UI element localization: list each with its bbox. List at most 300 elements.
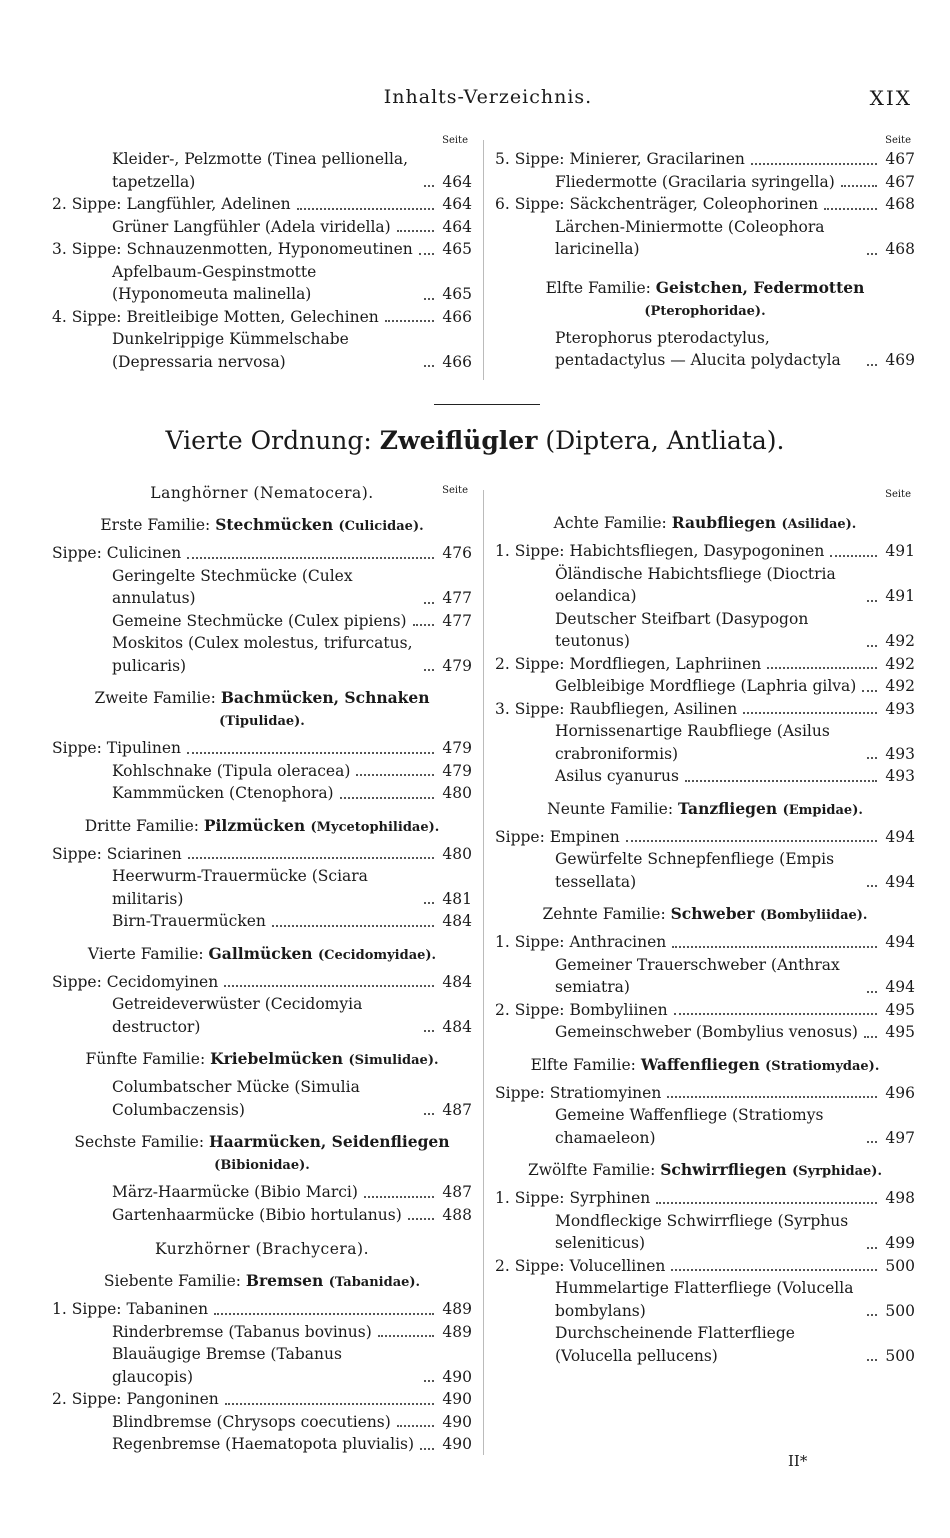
entry-label: Geringelte Stechmücke (Culex annulatus) (112, 566, 353, 607)
entry-label: Sippe: Sciarinen (52, 844, 182, 863)
entry-label: Deutscher Steifbart (Dasypogon teutonus) (555, 609, 809, 650)
entry-label: Sippe: Cecidomyinen (52, 972, 219, 991)
entry-label: Dunkelrippige Kümmelschabe (Depressaria nervosa) (112, 330, 349, 371)
entry-label: Sippe: Culicinen (52, 544, 182, 562)
entry-label: 2. Sippe: Mordfliegen, Laphriinen (495, 654, 762, 673)
family-prefix: Achte Familie: (553, 514, 672, 532)
leader-dots (864, 1036, 877, 1038)
family-latin-name: (Syrphidae). (792, 1164, 882, 1179)
index-entry (495, 193, 915, 216)
entry-label: Moskitos (Culex molestus, trifurcatus, pulicaris) (112, 634, 413, 675)
entry-label: Sippe: Stratiomyinen (495, 1083, 662, 1102)
leader-dots (420, 1448, 434, 1450)
entry-label: Heerwurm-Trauermücke (Sciara militaris) (112, 867, 368, 908)
entry-label: 4. Sippe: Breitleibige Motten, Gelechinen (52, 307, 379, 326)
entry-label: Gemeine Stechmücke (Culex pipiens) (112, 611, 407, 630)
entry-page-number: 490 (442, 1390, 472, 1408)
entry-label: Kohlschnake (Tipula oleracea) (112, 761, 351, 780)
leader-dots (830, 555, 877, 557)
seite-label: Seite (885, 489, 911, 500)
family-section (495, 1159, 915, 1367)
leader-dots (408, 1218, 434, 1220)
entry-page-number: 464 (442, 195, 472, 213)
entry-page-number: 465 (442, 240, 472, 258)
entry-page-number: 490 (442, 1435, 472, 1453)
signature-mark: II* (788, 1452, 808, 1470)
index-entry (495, 848, 915, 893)
order-prefix: Vierte Ordnung: (165, 426, 372, 455)
family-german-name: Haarmücken, Seidenfliegen (209, 1132, 450, 1151)
index-entry (52, 1298, 472, 1321)
family-latin-name: (Tabanidae). (328, 1275, 421, 1290)
entry-page-number: 484 (442, 1017, 472, 1036)
family-prefix: Sechste Familie: (74, 1133, 209, 1151)
entry-page-number: 493 (885, 699, 915, 718)
index-entry (495, 999, 915, 1022)
entry-list (495, 148, 915, 261)
entry-page-number: 494 (885, 872, 915, 891)
entry-page-number: 491 (885, 542, 915, 560)
leader-dots (187, 557, 434, 559)
entry-page-number: 484 (442, 972, 472, 991)
entry-label: Fliedermotte (Gracilaria syringella) (555, 172, 835, 191)
group-heading: Langhörner (Nematocera). (150, 484, 374, 502)
family-latin-name: (Empidae). (782, 802, 863, 818)
family-prefix: Vierte Familie: (87, 944, 209, 963)
family-prefix: Zweite Familie: (94, 689, 221, 707)
family-heading (52, 943, 472, 967)
family-latin-name: (Asilidae). (781, 517, 857, 532)
entry-label: Gemeinschweber (Bombylius venosus) (555, 1023, 858, 1041)
entry-page-number: 464 (442, 217, 472, 236)
family-section (52, 1131, 472, 1226)
entry-label: 1. Sippe: Tabaninen (52, 1300, 209, 1318)
index-entry (495, 931, 915, 954)
entry-page-number: 480 (442, 844, 472, 863)
index-entry (495, 327, 915, 372)
column-divider (483, 490, 484, 1455)
family-heading (52, 1270, 472, 1294)
entry-page-number: 480 (442, 784, 472, 802)
entry-label: Kleider-, Pelzmotte (Tinea pellionella, tapetzella) (112, 150, 409, 191)
index-entry (495, 720, 915, 765)
entry-page-number: 500 (885, 1346, 915, 1365)
entry-page-number: 490 (442, 1367, 472, 1386)
leader-dots (424, 1030, 434, 1032)
leader-dots (397, 230, 434, 232)
entry-page-number: 469 (885, 351, 915, 369)
entry-label: Öländische Habichtsfliege (Dioctria oelandica) (555, 564, 836, 605)
family-german-name: Tanzfliegen (678, 798, 783, 818)
leader-dots (224, 985, 434, 987)
entry-page-number: 484 (442, 912, 472, 930)
entry-page-number: 492 (885, 632, 915, 650)
index-entry (52, 1388, 472, 1411)
leader-dots (419, 253, 434, 255)
index-entry (52, 843, 472, 866)
entry-label: Pterophorus pterodactylus, pentadactylus — Alucita polydactyla (555, 328, 841, 369)
family-section (495, 1054, 915, 1150)
index-entry (52, 306, 472, 329)
leader-dots (841, 185, 877, 187)
family-list (52, 1270, 472, 1456)
entry-page-number: 489 (442, 1300, 472, 1318)
index-entry (52, 910, 472, 933)
family-prefix: Elfte Familie: (545, 278, 651, 297)
family-german-name: Bremsen (245, 1271, 329, 1290)
leader-dots (188, 857, 434, 859)
entry-page-number: 467 (885, 150, 915, 168)
leader-dots (424, 1113, 434, 1115)
family-latin-name: (Tipulidae). (219, 714, 305, 729)
leader-dots (824, 208, 877, 210)
entry-page-number: 487 (442, 1183, 472, 1201)
leader-dots (424, 298, 434, 300)
leader-dots (424, 1380, 434, 1382)
seite-label: Seite (885, 135, 911, 146)
leader-dots (424, 365, 434, 367)
index-entry (495, 171, 915, 194)
index-entry (495, 1255, 915, 1278)
leader-dots (867, 885, 877, 887)
top-left-column (52, 134, 472, 373)
entry-label: Birn-Trauermücken (112, 912, 266, 930)
index-entry (52, 193, 472, 216)
family-latin-name: (Simulidae). (348, 1053, 439, 1068)
leader-dots (867, 1359, 877, 1361)
running-head (0, 86, 950, 116)
entry-page-number: 491 (885, 587, 915, 605)
entry-label: 1. Sippe: Anthracinen (495, 933, 667, 951)
column-divider (483, 140, 484, 380)
order-heading (0, 426, 950, 455)
entry-label: Blindbremse (Chrysops coecutiens) (112, 1412, 391, 1431)
entry-label: Asilus cyanurus (555, 767, 679, 785)
entry-page-number: 479 (442, 656, 472, 675)
family-heading (495, 512, 915, 536)
index-entry (52, 148, 472, 193)
entry-label: Sippe: Empinen (495, 827, 620, 846)
index-entry (52, 1076, 472, 1121)
family-heading (52, 514, 472, 538)
running-title: Inhalts-Verzeichnis. (383, 86, 593, 108)
entry-page-number: 481 (442, 889, 472, 908)
entry-page-number: 496 (885, 1083, 915, 1102)
entry-label: 3. Sippe: Schnauzenmotten, Hyponomeutinen (52, 240, 413, 258)
family-latin-name: (Pterophoridae). (644, 303, 766, 319)
index-entry (52, 238, 472, 261)
family-latin-name: (Cecidomyidae). (317, 947, 437, 963)
family-latin-name: (Bibionidae). (214, 1158, 310, 1173)
leader-dots (667, 1096, 877, 1098)
index-entry (52, 737, 472, 760)
leader-dots (867, 757, 877, 759)
top-right-column (495, 134, 915, 372)
index-entry (495, 826, 915, 849)
family-german-name: Schwirrfliegen (660, 1160, 793, 1179)
entry-label: Gemeiner Trauerschweber (Anthrax semiatra) (555, 955, 840, 996)
family-section (52, 1048, 472, 1121)
group-heading: Kurzhörner (Brachycera). (155, 1240, 369, 1258)
entry-label: 1. Sippe: Habichtsfliegen, Dasypogoninen (495, 542, 825, 560)
entry-label: 6. Sippe: Säckchenträger, Coleophorinen (495, 195, 819, 213)
entry-label: Kammmücken (Ctenophora) (112, 784, 334, 802)
entry-page-number: 479 (442, 761, 472, 780)
entry-page-number: 492 (885, 654, 915, 673)
leader-dots (674, 1013, 877, 1015)
family-list (495, 512, 915, 1367)
index-entry (52, 610, 472, 633)
entry-page-number: 465 (442, 285, 472, 303)
family-section (52, 514, 472, 677)
index-entry (495, 698, 915, 721)
leader-dots (656, 1202, 877, 1204)
index-entry (495, 216, 915, 261)
family-section (52, 943, 472, 1039)
family-section (52, 1270, 472, 1456)
family-section (495, 903, 915, 1044)
family-german-name: Waffenfliegen (640, 1054, 766, 1074)
index-entry (495, 148, 915, 171)
entry-label: Grüner Langfühler (Adela viridella) (112, 217, 391, 236)
leader-dots (356, 774, 434, 776)
leader-dots (767, 667, 877, 669)
leader-dots (867, 991, 877, 993)
leader-dots (424, 902, 434, 904)
leader-dots (672, 946, 877, 948)
index-entry (52, 1204, 472, 1227)
entry-label: Apfelbaum-Gespinstmotte (Hyponomeuta malinella) (112, 262, 317, 303)
leader-dots (626, 840, 877, 842)
leader-dots (187, 752, 434, 754)
leader-dots (424, 602, 434, 604)
section-divider (434, 404, 540, 405)
entry-page-number: 466 (442, 352, 472, 371)
entry-page-number: 468 (885, 240, 915, 258)
index-entry (52, 1321, 472, 1344)
entry-page-number: 479 (442, 739, 472, 757)
family-latin-name: (Stratiomydae). (765, 1058, 880, 1074)
entry-page-number: 466 (442, 307, 472, 326)
index-entry (495, 1187, 915, 1210)
index-entry (495, 540, 915, 563)
entry-page-number: 477 (442, 589, 472, 607)
leader-dots (340, 797, 434, 799)
index-entry (52, 565, 472, 610)
entry-label: Hummelartige Flatterfliege (Volucella bombylans) (555, 1279, 854, 1320)
index-entry (495, 608, 915, 653)
family-prefix: Dritte Familie: (84, 816, 204, 835)
index-entry (495, 765, 915, 788)
entry-label: Gartenhaarmücke (Bibio hortulanus) (112, 1205, 402, 1224)
family-german-name: Bachmücken, Schnaken (220, 688, 430, 707)
leader-dots (867, 645, 877, 647)
family-latin-name: (Bombyliidae). (759, 908, 868, 923)
page-folio: XIX (869, 86, 912, 110)
index-entry (52, 1181, 472, 1204)
family-heading (495, 798, 915, 822)
leader-dots (867, 1141, 877, 1143)
entry-page-number: 468 (885, 195, 915, 213)
family-heading (495, 277, 915, 323)
index-entry (52, 328, 472, 373)
entry-page-number: 493 (885, 767, 915, 785)
leader-dots (413, 624, 434, 626)
entry-page-number: 492 (885, 677, 915, 695)
entry-page-number: 494 (885, 827, 915, 846)
leader-dots (214, 1313, 434, 1315)
bottom-left-column (52, 482, 472, 1456)
family-german-name: Gallmücken (208, 943, 318, 963)
index-entry (52, 1343, 472, 1388)
family-section (495, 798, 915, 894)
leader-dots (364, 1196, 434, 1198)
leader-dots (867, 364, 877, 366)
index-entry (495, 675, 915, 698)
family-heading (495, 903, 915, 927)
entry-label: 2. Sippe: Volucellinen (495, 1256, 666, 1275)
index-entry (495, 653, 915, 676)
entry-page-number: 487 (442, 1100, 472, 1119)
entry-page-number: 494 (885, 933, 915, 951)
entry-label: Lärchen-Miniermotte (Coleophora laricinella) (555, 217, 825, 258)
index-entry (52, 993, 472, 1038)
index-entry (52, 261, 472, 306)
index-entry (52, 760, 472, 783)
family-prefix: Fünfte Familie: (85, 1050, 211, 1068)
family-latin-name: (Culicidae). (338, 519, 424, 534)
entry-page-number: 495 (885, 1000, 915, 1019)
leader-dots (867, 1247, 877, 1249)
index-entry (52, 1411, 472, 1434)
index-entry (52, 782, 472, 805)
index-entry (495, 1322, 915, 1367)
family-prefix: Elfte Familie: (530, 1055, 641, 1074)
leader-dots (867, 253, 877, 255)
entry-label: März-Haarmücke (Bibio Marci) (112, 1183, 358, 1201)
index-entry (52, 865, 472, 910)
entry-label: Blauäugige Bremse (Tabanus glaucopis) (112, 1345, 342, 1386)
index-entry (52, 1433, 472, 1456)
entry-label: Gewürfelte Schnepfenfliege (Empis tessellata) (555, 850, 835, 891)
leader-dots (867, 600, 877, 602)
entry-label: 1. Sippe: Syrphinen (495, 1189, 651, 1207)
family-heading (495, 1159, 915, 1183)
family-german-name: Geistchen, Federmotten (655, 277, 865, 297)
order-name: Zweiflügler (379, 426, 538, 455)
family-prefix: Siebente Familie: (103, 1272, 246, 1290)
entry-label: Sippe: Tipulinen (52, 739, 181, 757)
seite-label: Seite (442, 485, 468, 496)
entry-page-number: 476 (442, 544, 472, 562)
entry-label: Durchscheinende Flatterfliege (Volucella pellucens) (555, 1324, 795, 1365)
family-heading (52, 815, 472, 839)
entry-label: 2. Sippe: Pangoninen (52, 1390, 219, 1408)
index-entry (495, 1210, 915, 1255)
family-list (52, 514, 472, 1226)
entry-page-number: 494 (885, 978, 915, 996)
family-prefix: Zwölfte Familie: (528, 1161, 661, 1179)
leader-dots (862, 690, 877, 692)
leader-dots (378, 1335, 434, 1337)
family-latin-name: (Mycetophilidae). (310, 819, 440, 835)
entry-label: Getreideverwüster (Cecidomyia destructor) (112, 995, 363, 1036)
entry-label: 2. Sippe: Bombyliinen (495, 1000, 668, 1019)
family-prefix: Zehnte Familie: (542, 905, 671, 923)
entry-label: 3. Sippe: Raubfliegen, Asilinen (495, 699, 738, 718)
entry-page-number: 477 (442, 611, 472, 630)
bottom-right-column (495, 482, 915, 1367)
entry-label: Gelbleibige Mordfliege (Laphria gilva) (555, 677, 857, 695)
family-german-name: Schweber (670, 904, 760, 923)
family-section (495, 512, 915, 788)
entry-page-number: 490 (442, 1412, 472, 1431)
entry-page-number: 464 (442, 172, 472, 191)
family-german-name: Raubfliegen (671, 513, 782, 532)
entry-label: Regenbremse (Haematopota pluvialis) (112, 1435, 415, 1453)
leader-dots (397, 1425, 434, 1427)
family-german-name: Kriebelmücken (210, 1049, 349, 1068)
entry-label: Mondfleckige Schwirrfliege (Syrphus seleniticus) (555, 1211, 849, 1252)
index-entry (495, 954, 915, 999)
family-section (52, 815, 472, 933)
family-german-name: Pilzmücken (203, 815, 311, 835)
leader-dots (225, 1403, 434, 1405)
leader-dots (751, 163, 877, 165)
leader-dots (385, 320, 434, 322)
entry-page-number: 493 (885, 744, 915, 763)
index-entry (495, 563, 915, 608)
index-entry (495, 1021, 915, 1044)
entry-page-number: 498 (885, 1189, 915, 1207)
entry-page-number: 500 (885, 1256, 915, 1275)
entry-page-number: 497 (885, 1128, 915, 1147)
entry-label: 5. Sippe: Minierer, Gracilarinen (495, 150, 745, 168)
entry-label: Gemeine Waffenfliege (Stratiomys chamaeleon) (555, 1106, 824, 1147)
entry-page-number: 467 (885, 172, 915, 191)
entry-label: 2. Sippe: Langfühler, Adelinen (52, 195, 291, 213)
entry-page-number: 488 (442, 1205, 472, 1224)
order-latin: (Diptera, Antliata). (545, 426, 785, 455)
leader-dots (743, 712, 877, 714)
leader-dots (671, 1269, 877, 1271)
leader-dots (272, 925, 434, 927)
family-section (52, 687, 472, 805)
index-entry (495, 1082, 915, 1105)
entry-page-number: 489 (442, 1322, 472, 1341)
leader-dots (297, 208, 434, 210)
leader-dots (685, 780, 877, 782)
entry-page-number: 500 (885, 1301, 915, 1320)
index-entry (52, 632, 472, 677)
index-entry (495, 1104, 915, 1149)
index-entry (52, 971, 472, 994)
index-entry (495, 1277, 915, 1322)
entry-label: Columbatscher Mücke (Simulia Columbaczensis) (112, 1078, 360, 1119)
entry-label: Rinderbremse (Tabanus bovinus) (112, 1322, 372, 1341)
entry-label: Hornissenartige Raubfliege (Asilus crabroniformis) (555, 722, 830, 763)
seite-label: Seite (442, 135, 468, 146)
entry-list (52, 148, 472, 373)
leader-dots (424, 669, 434, 671)
family-heading (52, 1131, 472, 1177)
family-heading (495, 1054, 915, 1078)
index-entry (52, 542, 472, 565)
entry-page-number: 499 (885, 1234, 915, 1252)
entry-page-number: 495 (885, 1023, 915, 1041)
leader-dots (867, 1314, 877, 1316)
family-german-name: Stechmücken (215, 515, 339, 534)
